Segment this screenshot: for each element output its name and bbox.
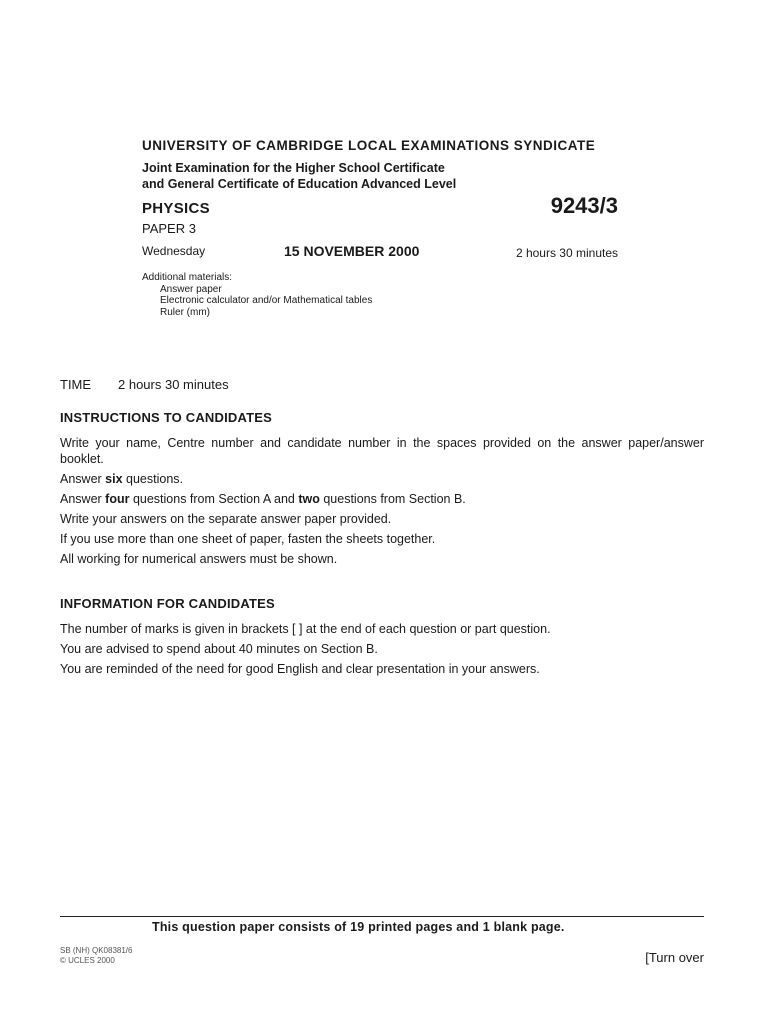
syndicate-title: UNIVERSITY OF CAMBRIDGE LOCAL EXAMINATIONS SYNDICATE — [142, 138, 596, 153]
paper-code: 9243/3 — [550, 193, 618, 218]
paper-number: PAPER 3 — [142, 221, 196, 236]
time-allowed — [60, 377, 229, 392]
materials-item: Answer paper — [160, 283, 222, 295]
instruction-line: Write your answers on the separate answer paper provided. — [60, 512, 392, 526]
instruction-line: Answer four questions from Section A and two questions from Section B. — [60, 492, 466, 506]
subject-title: PHYSICS — [142, 200, 210, 217]
document-reference — [60, 946, 132, 966]
page-count-note: This question paper consists of 19 printed pages and 1 blank page. — [152, 920, 565, 934]
information-section — [60, 596, 704, 681]
time-label: TIME — [60, 377, 92, 392]
materials-item: Ruler (mm) — [160, 306, 210, 318]
instructions-heading: INSTRUCTIONS TO CANDIDATES — [60, 410, 273, 425]
turn-over-note: [Turn over — [645, 950, 704, 965]
exam-date: 15 NOVEMBER 2000 — [284, 243, 420, 259]
instruction-line: All working for numerical answers must be shown. — [60, 552, 338, 566]
instruction-line: If you use more than one sheet of paper, fasten the sheets together. — [60, 532, 436, 546]
information-line: The number of marks is given in brackets [ ] at the end of each question or part question. — [60, 622, 551, 636]
exam-description-line-2: and General Certificate of Education Advanced Level — [142, 177, 457, 191]
instruction-line: Answer six questions. — [60, 472, 184, 486]
instruction-line: Write your name, Centre number and candidate number in the spaces provided on the answer paper/answer booklet. — [60, 436, 704, 466]
information-heading: INFORMATION FOR CANDIDATES — [60, 596, 275, 611]
time-value: 2 hours 30 minutes — [118, 377, 229, 392]
materials-item: Electronic calculator and/or Mathematical tables — [160, 295, 373, 306]
footer-divider — [60, 916, 704, 917]
additional-materials — [142, 272, 372, 318]
instructions-section — [60, 410, 704, 571]
materials-heading: Additional materials: — [142, 272, 233, 283]
information-line: You are reminded of the need for good English and clear presentation in your answers. — [60, 662, 540, 676]
reference-code: SB (NH) QK08381/6 — [60, 946, 133, 955]
exam-description-line-1: Joint Examination for the Higher School Certificate — [142, 161, 445, 175]
exam-day: Wednesday — [142, 244, 206, 258]
copyright-notice: © UCLES 2000 — [60, 956, 115, 965]
exam-duration: 2 hours 30 minutes — [515, 246, 618, 260]
information-line: You are advised to spend about 40 minutes on Section B. — [60, 642, 378, 656]
